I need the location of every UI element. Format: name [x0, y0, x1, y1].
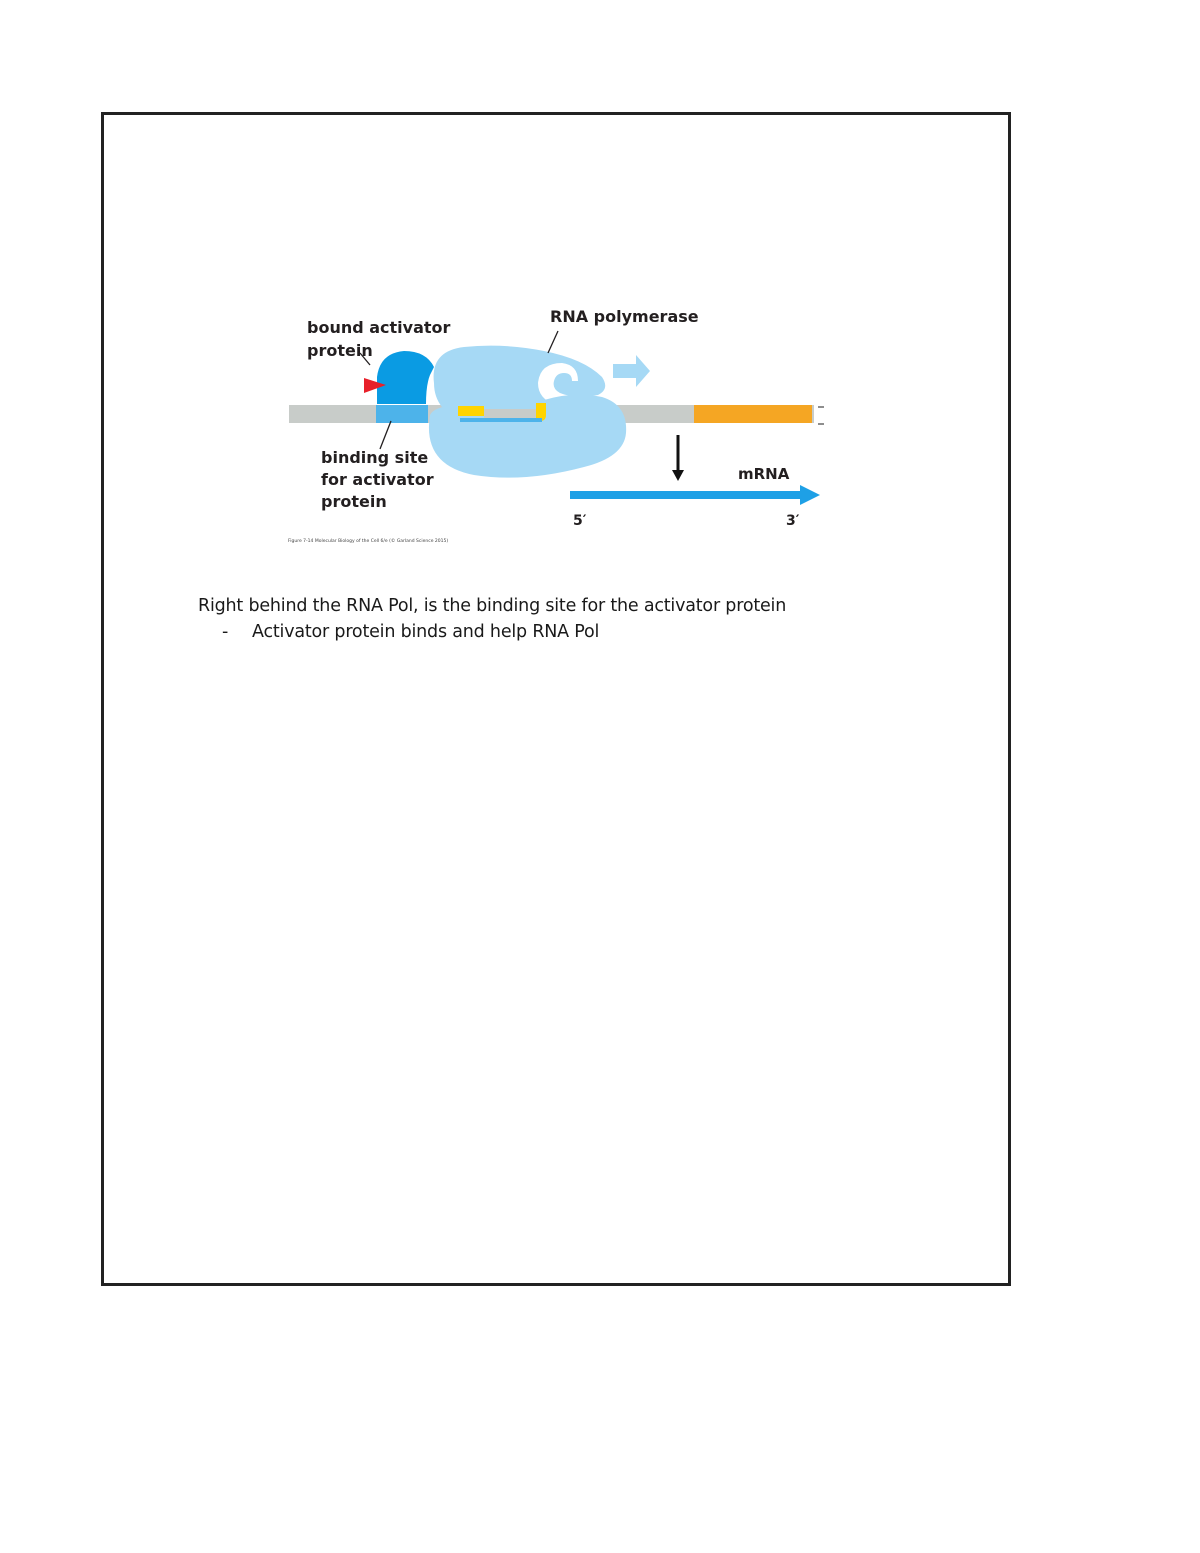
label-binding-site-line3: protein: [321, 492, 387, 511]
direction-arrow-icon: [613, 355, 650, 387]
label-five-prime: 5′: [573, 513, 587, 529]
label-three-prime: 3′: [786, 513, 800, 529]
transcription-activation-figure: [104, 115, 1008, 575]
label-binding-site-line1: binding site: [321, 448, 429, 467]
slide-frame: [101, 112, 1011, 1286]
leader-line-rna-polymerase: [548, 331, 558, 353]
label-bound-activator-line2: protein: [307, 341, 373, 360]
figure-caption: Figure 7-14 Molecular Biology of the Cell 6/e (© Garland Science 2015): [288, 539, 449, 544]
promoter-element-left: [458, 406, 484, 416]
bound-activator-protein: [377, 351, 434, 404]
template-strand-in-bubble: [460, 418, 542, 422]
mrna-strand: [570, 491, 804, 499]
label-rna-polymerase: RNA polymerase: [550, 307, 699, 326]
transcription-down-arrow-head: [672, 470, 684, 481]
label-binding-site-line2: for activator: [321, 470, 434, 489]
slide-notes: [198, 593, 978, 645]
note-main-text: Right behind the RNA Pol, is the binding site for the activator protein: [198, 596, 787, 616]
leader-line-binding-site: [380, 421, 391, 449]
note-bullet-item: [222, 619, 978, 645]
note-bullet-text: Activator protein binds and help RNA Pol: [252, 622, 600, 642]
coding-region: [694, 405, 812, 423]
binding-site-segment: [376, 405, 428, 423]
transcription-bubble: [484, 409, 536, 418]
bullet-dash: -: [222, 622, 229, 642]
label-bound-activator-line1: bound activator: [307, 318, 451, 337]
label-mrna: mRNA: [738, 465, 790, 483]
mrna-arrowhead-icon: [800, 485, 820, 505]
